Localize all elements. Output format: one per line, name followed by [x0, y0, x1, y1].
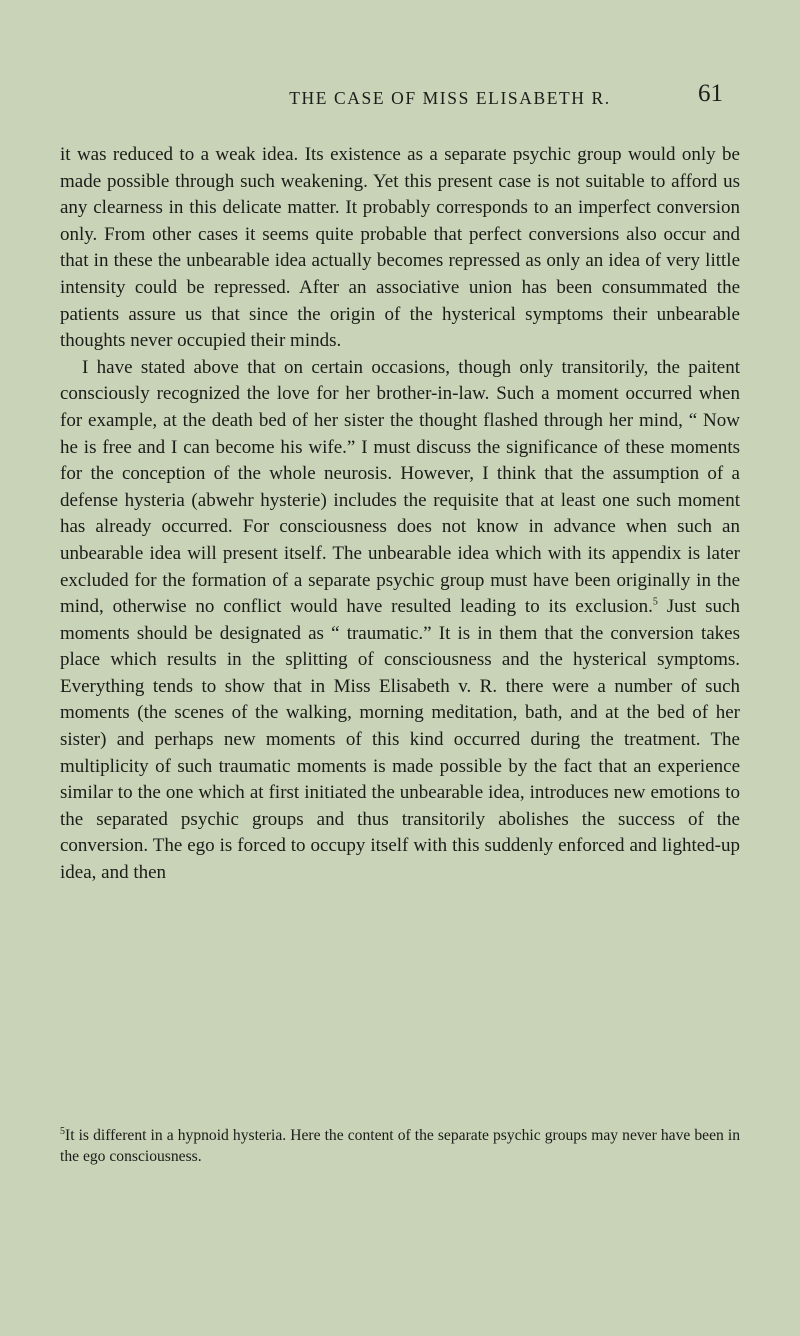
footnote-reference: 5: [652, 596, 658, 608]
paragraph-2-part-2: Just such moments should be designated as “ traumatic.” It is in them that the conversion takes place which results in the splitting of consciousness and the hysterical symptoms. Everything tends to show that in Miss Elisabeth v. R. there were a number of such moments (the scenes of the walking, morning meditation, bath, and at the bed of her sister) and perhaps new moments of this kind occurred during the treatment. The multiplicity of such traumatic moments is made possible by the fact that an experience similar to the one which at first initiated the unbearable idea, introduces new emotions to the separated psychic groups and thus transitorily abolishes the success of the conversion. The ego is forced to occupy itself with this suddenly enforced and lighted-up idea, and then: [60, 596, 740, 884]
running-head: THE CASE OF MISS ELISABETH R.: [289, 88, 611, 108]
paragraph-2: [60, 355, 740, 887]
paragraph-1: it was reduced to a weak idea. Its existence as a separate psychic group would only be made possible through such weakening. Yet this present case is not suitable to afford us any clearness in this delicate matter. It probably corresponds to an imperfect conversion only. From other cases it seems quite probable that perfect conversions also occur and that in these the unbearable idea actually becomes repressed as only an idea of very little intensity could be repressed. After an associative union has been consummated the patients assure us that since the origin of the hysterical symptoms their unbearable thoughts never occupied their minds.: [60, 144, 740, 352]
page-number: 61: [698, 80, 723, 107]
footnote-marker: 5: [60, 1125, 65, 1137]
footnote-text: It is different in a hypnoid hysteria. Here the content of the separate psychic groups may never have been in the ego consciousness.: [60, 1127, 740, 1165]
body-text: [60, 142, 740, 887]
paragraph-2-part-1: I have stated above that on certain occasions, though only transitorily, the paitent consciously recognized the love for her brother-in-law. Such a moment occurred when for example, at the death bed of her sister the thought flashed through her mind, “ Now he is free and I can become his wife.” I must discuss the significance of these moments for the conception of the whole neurosis. However, I think that the assumption of a defense hysteria (abwehr hysterie) includes the requisite that at least one such moment has already occurred. For consciousness does not know in advance when such an unbearable idea will present itself. The unbearable idea which with its appendix is later excluded for the formation of a separate psychic group must have been originally in the mind, otherwise no conflict would have resulted leading to its exclusion.: [60, 356, 740, 618]
footnote: [60, 1125, 740, 1167]
